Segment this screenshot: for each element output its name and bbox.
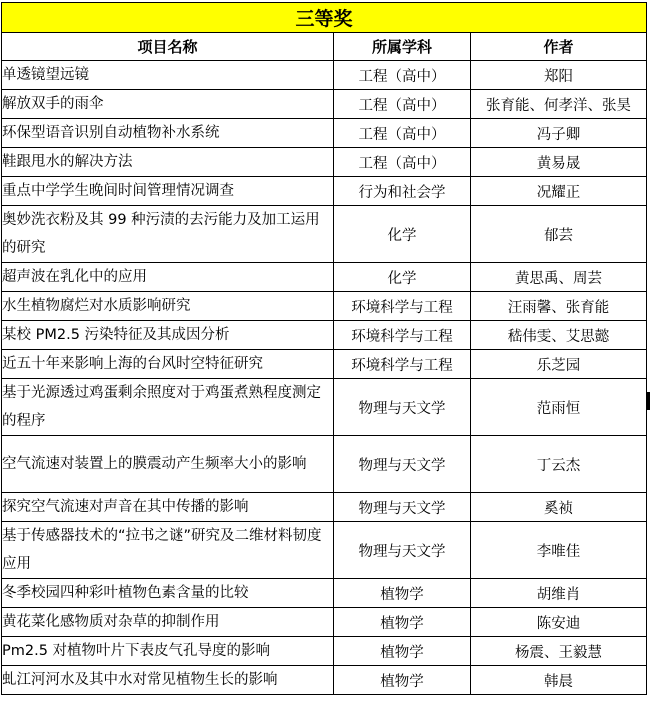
table-row [2,637,647,666]
subject-cell: 工程（高中） [334,148,471,177]
table-row [2,61,647,90]
table-row [2,379,647,436]
table-row [2,608,647,637]
project-name-cell: 基于传感器技术的“拉书之谜”研究及二维材料韧度应用 [2,522,334,579]
author-cell: 嵇伟雯、艾思懿 [471,321,647,350]
subject-cell: 工程（高中） [334,90,471,119]
awards-table [1,2,647,695]
author-cell: 乐芝园 [471,350,647,379]
project-name-cell: 解放双手的雨伞 [2,90,334,119]
header-subject: 所属学科 [334,33,471,61]
subject-cell: 植物学 [334,608,471,637]
project-name-cell: 冬季校园四种彩叶植物色素含量的比较 [2,579,334,608]
subject-cell: 植物学 [334,637,471,666]
subject-cell: 植物学 [334,666,471,695]
subject-cell: 环境科学与工程 [334,292,471,321]
header-project-name: 项目名称 [2,33,334,61]
project-name-cell: 空气流速对装置上的膜震动产生频率大小的影响 [2,436,334,493]
project-name-cell: 水生植物腐烂对水质影响研究 [2,292,334,321]
edge-mark [646,392,650,410]
table-row [2,206,647,263]
project-name-cell: 黄花菜化感物质对杂草的抑制作用 [2,608,334,637]
table-body [2,61,647,695]
project-name-cell: 近五十年来影响上海的台风时空特征研究 [2,350,334,379]
project-name-cell: 探究空气流速对声音在其中传播的影响 [2,493,334,522]
header-author: 作者 [471,33,647,61]
project-name-cell: 重点中学学生晚间时间管理情况调查 [2,177,334,206]
table-row [2,666,647,695]
author-cell: 李唯佳 [471,522,647,579]
project-name-cell: 虬江河河水及其中水对常见植物生长的影响 [2,666,334,695]
subject-cell: 物理与天文学 [334,379,471,436]
table-row [2,292,647,321]
author-cell: 奚祯 [471,493,647,522]
table-row [2,350,647,379]
author-cell: 陈安迪 [471,608,647,637]
award-title: 三等奖 [2,3,647,33]
project-name-cell: 单透镜望远镜 [2,61,334,90]
subject-cell: 物理与天文学 [334,436,471,493]
author-cell: 黄易晟 [471,148,647,177]
author-cell: 冯子卿 [471,119,647,148]
project-name-cell: 鞋跟甩水的解决方法 [2,148,334,177]
subject-cell: 化学 [334,206,471,263]
project-name-cell: 某校 PM2.5 污染特征及其成因分析 [2,321,334,350]
author-cell: 丁云杰 [471,436,647,493]
author-cell: 郑阳 [471,61,647,90]
table-row [2,177,647,206]
table-row [2,90,647,119]
subject-cell: 工程（高中） [334,119,471,148]
author-cell: 范雨恒 [471,379,647,436]
project-name-cell: 奥妙洗衣粉及其 99 种污渍的去污能力及加工运用的研究 [2,206,334,263]
author-cell: 况耀正 [471,177,647,206]
subject-cell: 环境科学与工程 [334,350,471,379]
table-row [2,119,647,148]
subject-cell: 行为和社会学 [334,177,471,206]
subject-cell: 物理与天文学 [334,493,471,522]
table-row [2,522,647,579]
project-name-cell: 基于光源透过鸡蛋剩余照度对于鸡蛋煮熟程度测定的程序 [2,379,334,436]
subject-cell: 工程（高中） [334,61,471,90]
table-row [2,493,647,522]
table-row [2,263,647,292]
table-row [2,579,647,608]
header-row [2,33,647,61]
table-row [2,436,647,493]
subject-cell: 物理与天文学 [334,522,471,579]
author-cell: 杨震、王毅慧 [471,637,647,666]
author-cell: 胡维肖 [471,579,647,608]
subject-cell: 环境科学与工程 [334,321,471,350]
project-name-cell: Pm2.5 对植物叶片下表皮气孔导度的影响 [2,637,334,666]
project-name-cell: 超声波在乳化中的应用 [2,263,334,292]
table-row [2,321,647,350]
title-row [2,3,647,33]
table-row [2,148,647,177]
author-cell: 郁芸 [471,206,647,263]
author-cell: 黄思禹、周芸 [471,263,647,292]
author-cell: 汪雨馨、张育能 [471,292,647,321]
author-cell: 韩晨 [471,666,647,695]
project-name-cell: 环保型语音识别自动植物补水系统 [2,119,334,148]
subject-cell: 化学 [334,263,471,292]
subject-cell: 植物学 [334,579,471,608]
author-cell: 张育能、何孝洋、张昊 [471,90,647,119]
